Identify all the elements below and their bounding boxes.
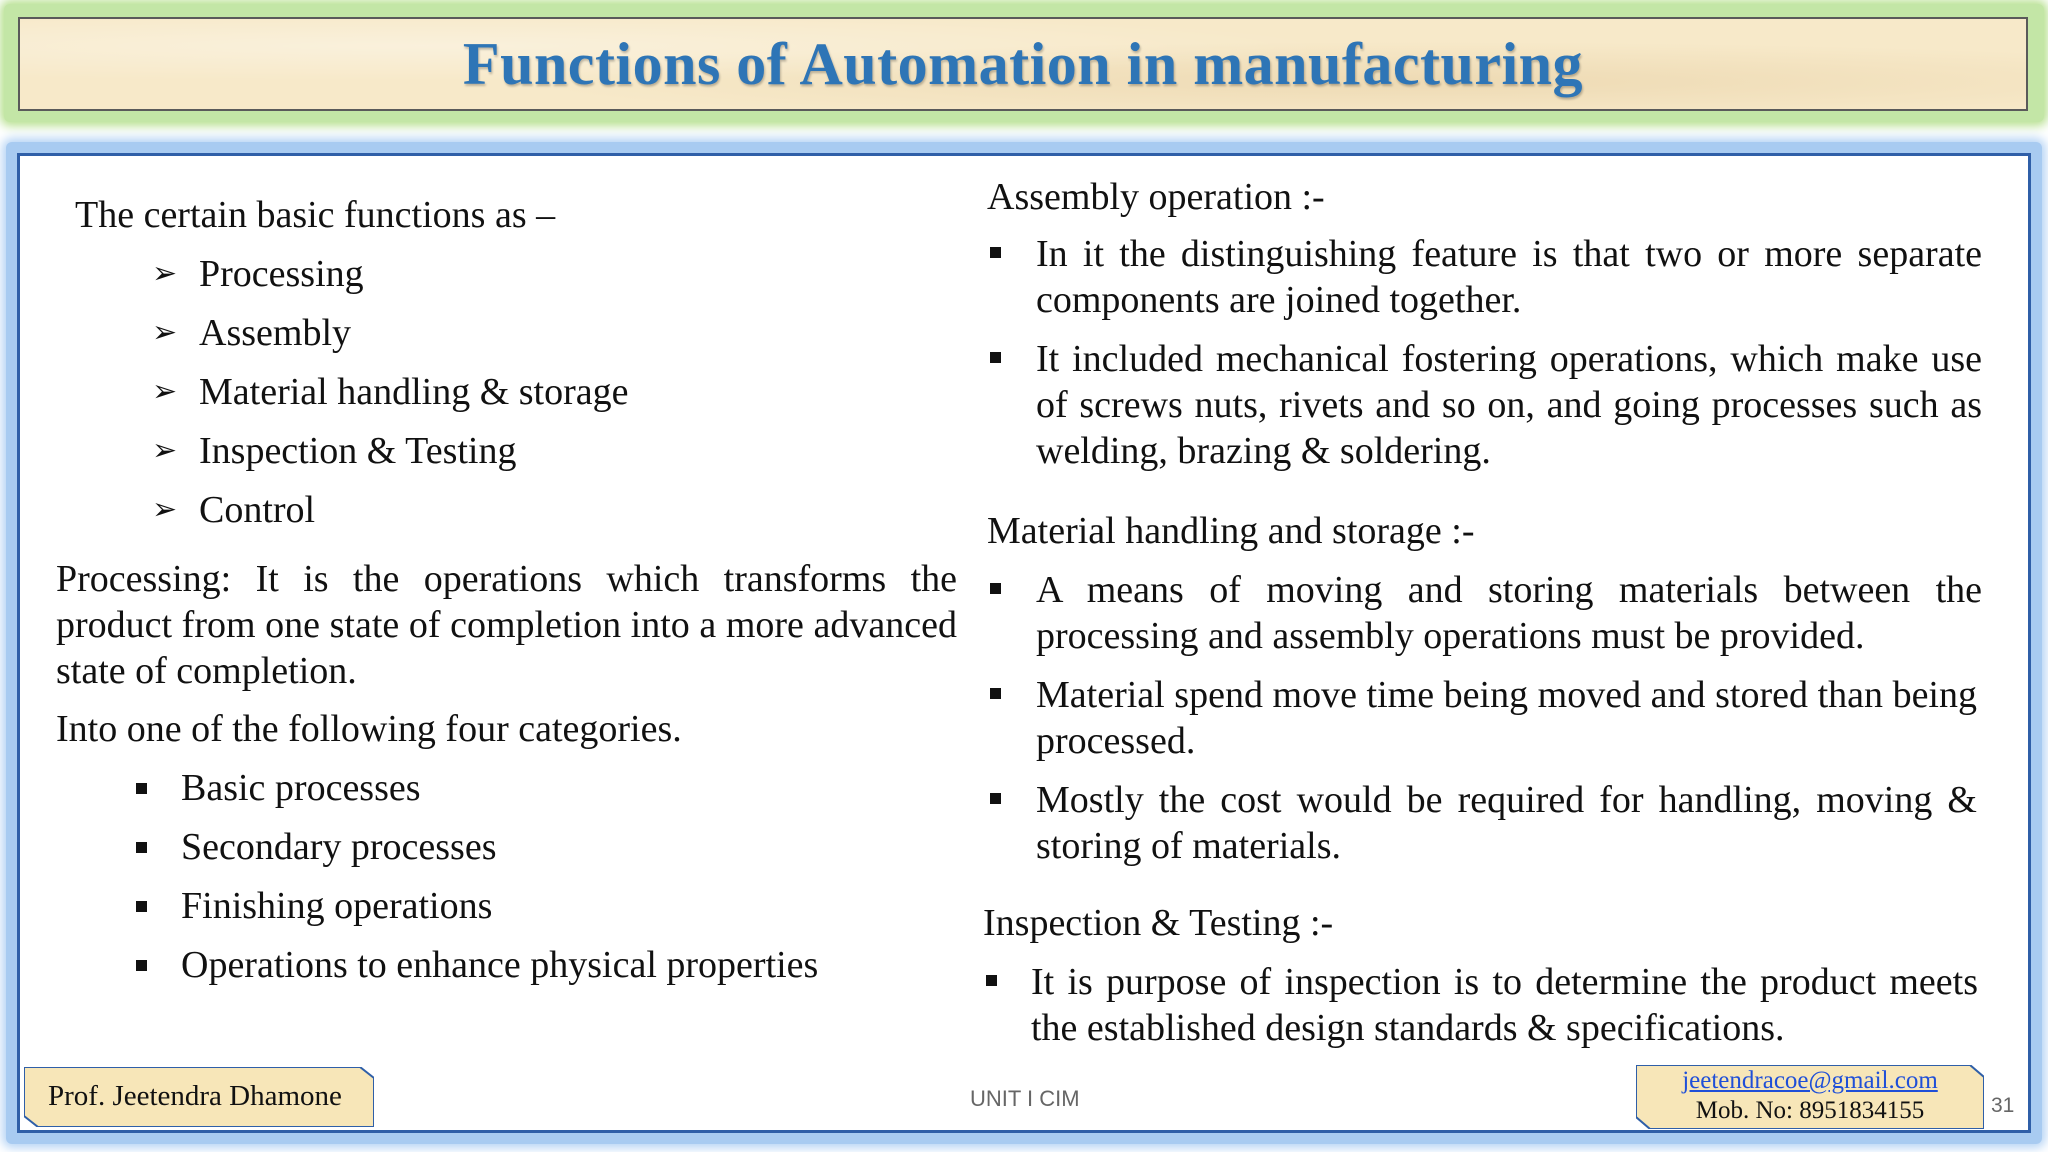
arrow-bullet-icon: ➢	[152, 315, 178, 350]
square-bullet-icon	[990, 247, 1001, 258]
square-bullet-icon	[990, 352, 1001, 363]
square-bullet-icon	[990, 688, 1001, 699]
square-bullet-icon	[136, 842, 147, 853]
square-bullet-icon	[136, 960, 147, 971]
arrow-bullet-icon: ➢	[152, 433, 178, 468]
functions-intro: The certain basic functions as –	[75, 194, 556, 236]
square-bullet-icon	[136, 783, 147, 794]
email-link[interactable]: jeetendracoe@gmail.com	[1682, 1067, 1938, 1094]
material-bullet: Material spend move time being moved and stored than being processed.	[1036, 674, 1977, 762]
function-item: Assembly	[199, 312, 351, 354]
assembly-heading: Assembly operation :-	[987, 176, 1325, 218]
inspection-bullet: It is purpose of inspection is to determine the product meets the established design standards & specifications.	[1031, 961, 1978, 1049]
material-heading: Material handling and storage :-	[987, 510, 1475, 552]
category-item: Finishing operations	[181, 885, 493, 927]
title-banner	[18, 17, 2028, 111]
material-bullet: Mostly the cost would be required for handling, moving & storing of materials.	[1036, 779, 1977, 867]
arrow-bullet-icon: ➢	[152, 492, 178, 527]
author-name: Prof. Jeetendra Dhamone	[48, 1080, 342, 1112]
processing-paragraph: Processing: It is the operations which transforms the product from one state of completion into a more advanced state of completion.	[56, 558, 957, 692]
square-bullet-icon	[986, 975, 997, 986]
square-bullet-icon	[136, 901, 147, 912]
category-item: Basic processes	[181, 767, 421, 809]
square-bullet-icon	[990, 583, 1001, 594]
arrow-bullet-icon: ➢	[152, 374, 178, 409]
unit-label: UNIT I CIM	[970, 1086, 1080, 1111]
material-bullet: A means of moving and storing materials between the processing and assembly operations must be provided.	[1036, 569, 1982, 657]
function-item: Inspection & Testing	[199, 430, 517, 472]
mobile-number: Mob. No: 8951834155	[1695, 1097, 1925, 1124]
category-item: Secondary processes	[181, 826, 497, 868]
inspection-heading: Inspection & Testing :-	[983, 902, 1334, 944]
function-item: Processing	[199, 253, 364, 295]
page-number: 31	[1991, 1094, 2015, 1117]
assembly-bullet: In it the distinguishing feature is that two or more separate components are joined together.	[1036, 233, 1982, 321]
category-item: Operations to enhance physical properties	[181, 944, 819, 986]
arrow-bullet-icon: ➢	[152, 256, 178, 291]
function-item: Material handling & storage	[199, 371, 629, 413]
square-bullet-icon	[990, 793, 1001, 804]
function-item: Control	[199, 489, 316, 531]
assembly-bullet: It included mechanical fostering operations, which make use of screws nuts, rivets and so on, and going processes such as welding, brazing & soldering.	[1036, 338, 1982, 472]
categories-intro: Into one of the following four categories.	[56, 708, 682, 750]
slide-title: Functions of Automation in manufacturing	[462, 30, 1584, 97]
